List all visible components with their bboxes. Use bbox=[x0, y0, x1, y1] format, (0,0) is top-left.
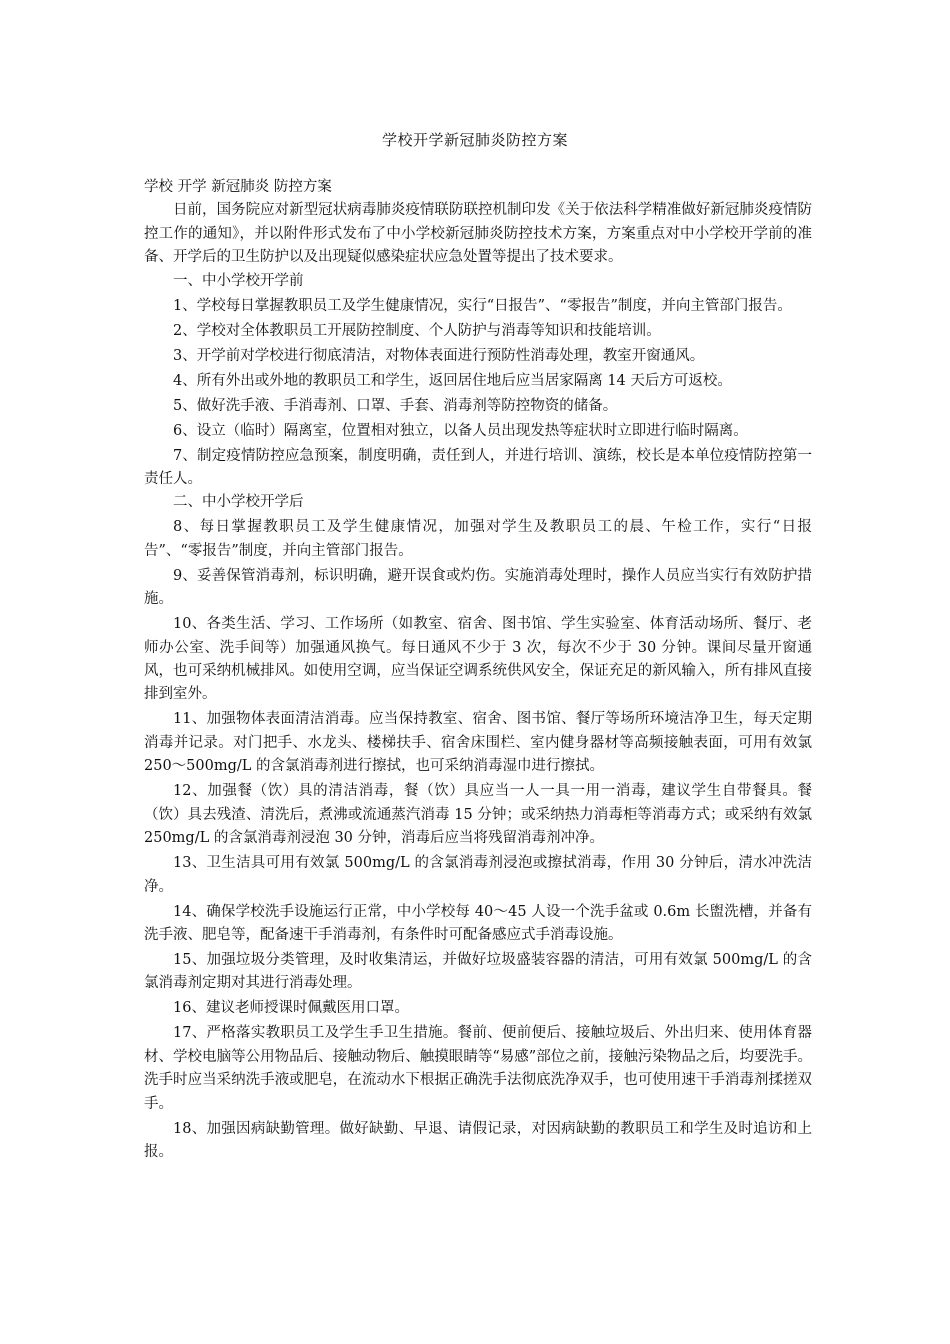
section-heading-after-opening: 二、中小学校开学后 bbox=[173, 494, 304, 511]
list-item: 12、加强餐（饮）具的清洁消毒，餐（饮）具应当一人一具一用一消毒，建议学生自带餐具。餐（饮）具去残渣、清洗后，煮沸或流通蒸汽消毒 15 分钟；或采纳热力消毒柜等消毒方式；或采纳有效氯 250mg/L 的含氯消毒剂浸泡 30 分钟，消毒后应当将残留消毒剂冲净。 bbox=[144, 783, 812, 847]
list-item: 9、妥善保管消毒剂，标识明确，避开误食或灼伤。实施消毒处理时，操作人员应当实行有效防护措施。 bbox=[144, 567, 812, 608]
section-heading-before-opening: 一、中小学校开学前 bbox=[173, 272, 304, 289]
list-item: 1、学校每日掌握教职员工及学生健康情况，实行“日报告”、“零报告”制度，并向主管部门报告。 bbox=[173, 297, 792, 314]
list-item: 7、制定疫情防控应急预案，制度明确，责任到人，并进行培训、演练，校长是本单位疫情防控第一责任人。 bbox=[144, 447, 812, 488]
list-item: 10、各类生活、学习、工作场所（如教室、宿舍、图书馆、学生实验室、体育活动场所、餐厅、老师办公室、洗手间等）加强通风换气。每日通风不少于 3 次，每次不少于 30 分钟。课间尽量开窗通风，也可采纳机械排风。如使用空调，应当保证空调系统供风安全，保证充足的新风输入，所有排风直接排到室外。 bbox=[144, 616, 812, 703]
list-item: 15、加强垃圾分类管理，及时收集清运，并做好垃圾盛装容器的清洁，可用有效氯 500mg/L 的含氯消毒剂定期对其进行消毒处理。 bbox=[144, 951, 812, 992]
list-item: 5、做好洗手液、手消毒剂、口罩、手套、消毒剂等防控物资的储备。 bbox=[173, 397, 618, 414]
list-item: 16、建议老师授课时佩戴医用口罩。 bbox=[173, 1000, 409, 1017]
list-item: 14、确保学校洗手设施运行正常，中小学校每 40～45 人设一个洗手盆或 0.6m 长盥洗槽，并备有洗手液、肥皂等，配备速干手消毒剂，有条件时可配备感应式手消毒设施。 bbox=[144, 903, 812, 943]
keywords-line: 学校 开学 新冠肺炎 防控方案 bbox=[144, 179, 332, 195]
list-item: 18、加强因病缺勤管理。做好缺勤、早退、请假记录，对因病缺勤的教职员工和学生及时追访和上报。 bbox=[144, 1120, 812, 1160]
list-item: 6、设立（临时）隔离室，位置相对独立，以备人员出现发热等症状时立即进行临时隔离。 bbox=[173, 422, 748, 439]
list-item: 4、所有外出或外地的教职员工和学生，返回居住地后应当居家隔离 14 天后方可返校。 bbox=[173, 372, 732, 389]
list-item: 13、卫生洁具可用有效氯 500mg/L 的含氯消毒剂浸泡或擦拭消毒，作用 30 分钟后，清水冲洗洁净。 bbox=[144, 855, 812, 895]
document-body bbox=[144, 176, 812, 1164]
list-item: 3、开学前对学校进行彻底清洁，对物体表面进行预防性消毒处理，教室开窗通风。 bbox=[173, 347, 705, 364]
list-item: 8、每日掌握教职员工及学生健康情况，加强对学生及教职员工的晨、午检工作，实行“日报告”、“零报告”制度，并向主管部门报告。 bbox=[144, 519, 812, 559]
list-item: 11、加强物体表面清洁消毒。应当保持教室、宿舍、图书馆、餐厅等场所环境洁净卫生，每天定期消毒并记录。对门把手、水龙头、楼梯扶手、宿舍床围栏、室内健身器材等高频接触表面，可用有效氯 250～500mg/L 的含氯消毒剂进行擦拭，也可采纳消毒湿巾进行擦拭。 bbox=[144, 711, 812, 775]
document-title: 学校开学新冠肺炎防控方案 bbox=[381, 131, 568, 149]
intro-paragraph: 日前，国务院应对新型冠状病毒肺炎疫情联防联控机制印发《关于依法科学精准做好新冠肺炎疫情防控工作的通知》，并以附件形式发布了中小学校新冠肺炎防控技术方案，方案重点对中小学校开学前的准备、开学后的卫生防护以及出现疑似感染症状应急处置等提出了技术要求。 bbox=[144, 202, 812, 266]
list-item: 17、严格落实教职员工及学生手卫生措施。餐前、便前便后、接触垃圾后、外出归来、使用体育器材、学校电脑等公用物品后、接触动物后、触摸眼睛等“易感”部位之前，接触污染物品之后，均要洗手。洗手时应当采纳洗手液或肥皂，在流动水下根据正确洗手法彻底洗净双手，也可使用速干手消毒剂揉搓双手。 bbox=[144, 1025, 812, 1112]
list-item: 2、学校对全体教职员工开展防控制度、个人防护与消毒等知识和技能培训。 bbox=[173, 322, 661, 339]
